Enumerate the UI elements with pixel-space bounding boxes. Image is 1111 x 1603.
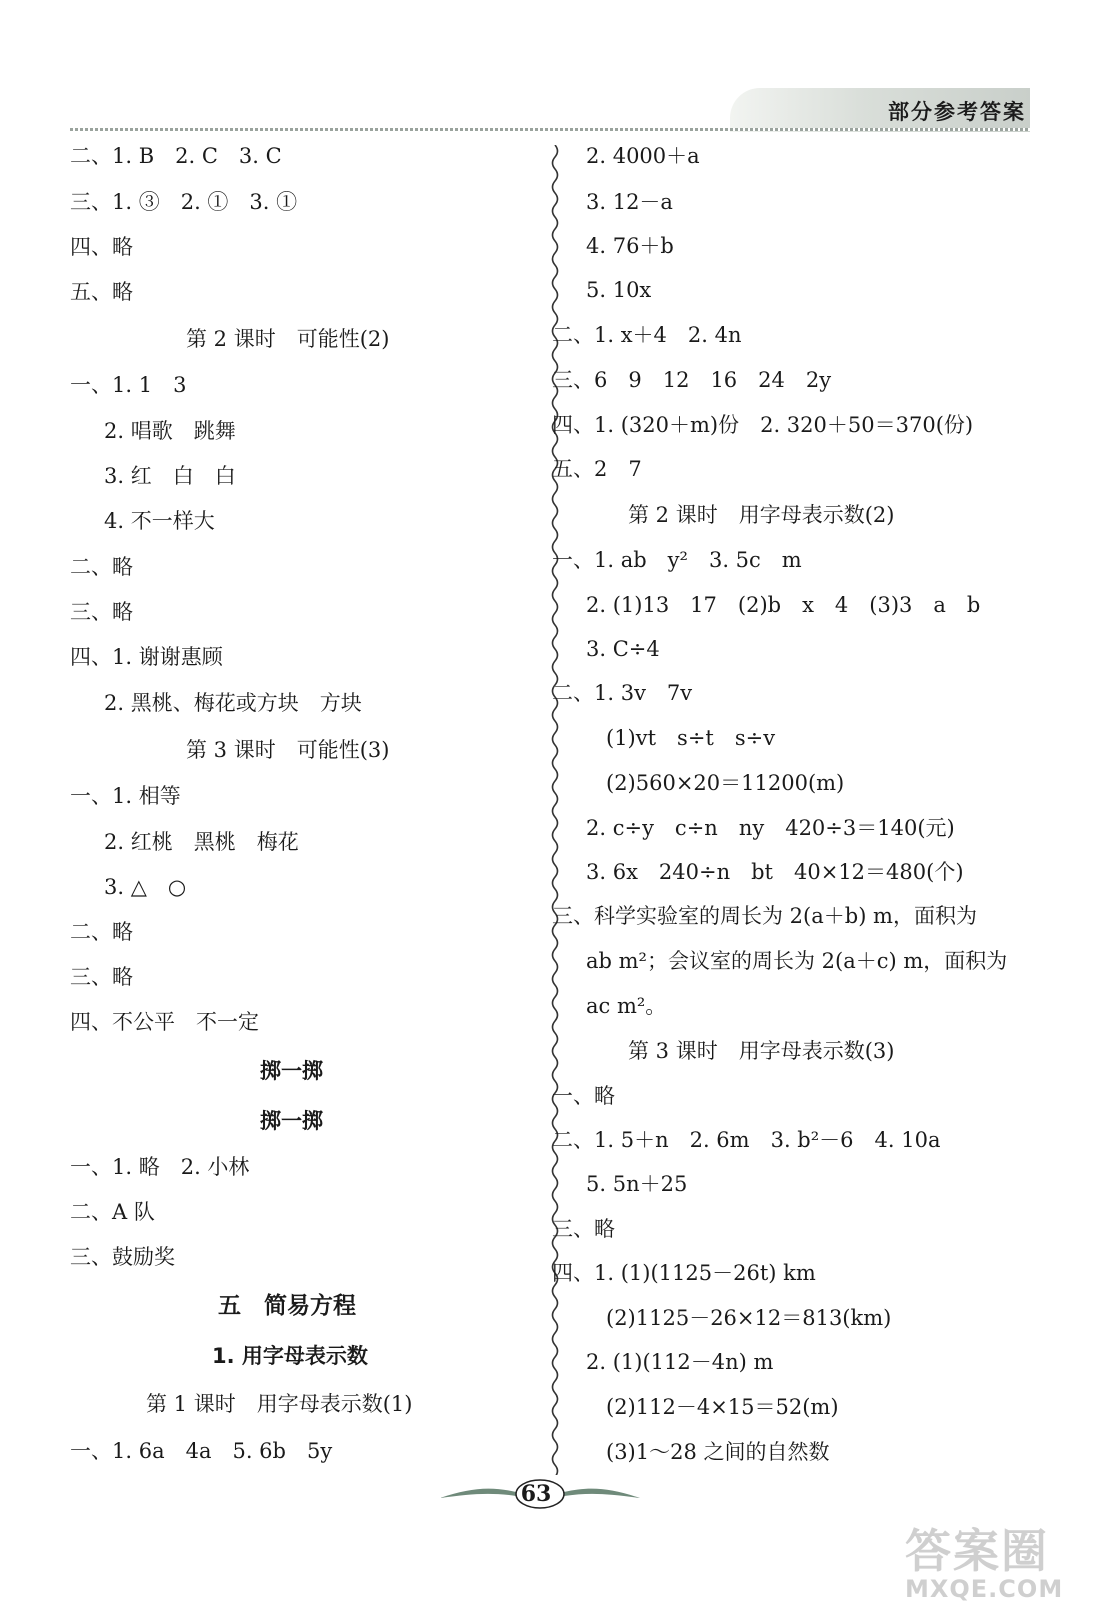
answer-line: 3. C÷4: [586, 637, 660, 661]
answer-line: 2. c÷y c÷n ny 420÷3＝140(元): [586, 816, 955, 840]
answer-line: 二、略: [70, 555, 133, 579]
chapter-heading: 五 简易方程: [218, 1293, 356, 1319]
watermark-url: MXQE.COM: [905, 1575, 1064, 1603]
answer-line: 2. (1)(112－4n) m: [586, 1350, 774, 1374]
lesson-heading: 第 2 课时 可能性(2): [186, 327, 390, 351]
answer-line: 三、略: [70, 600, 133, 624]
answer-line: (2)1125－26×12＝813(km): [606, 1306, 892, 1330]
page-header-title: 部分参考答案: [888, 99, 1026, 124]
answer-line: 三、1. ③ 2. ① 3. ①: [70, 190, 298, 214]
answer-line: 三、鼓励奖: [70, 1245, 175, 1269]
answer-line: 四、略: [70, 235, 133, 259]
watermark-text: 答案圈: [905, 1524, 1049, 1578]
answer-line: 三、科学实验室的周长为 2(a＋b) m，面积为: [552, 904, 977, 928]
answer-line: 一、略: [552, 1084, 615, 1108]
answer-line: (2)560×20＝11200(m): [606, 771, 845, 795]
answer-line: 二、1. x＋4 2. 4n: [552, 323, 742, 347]
answer-line: 2. 红桃 黑桃 梅花: [104, 830, 299, 854]
lesson-heading: 第 2 课时 用字母表示数(2): [628, 503, 895, 527]
answer-line: 二、A 队: [70, 1200, 155, 1224]
answer-line: 3. △ ○: [104, 875, 187, 899]
section-heading: 掷一掷: [260, 1109, 323, 1133]
answer-line: 3. 12－a: [586, 190, 673, 214]
answer-line: (1)vt s÷t s÷v: [606, 726, 776, 750]
answer-line: 四、1. (320＋m)份 2. 320＋50＝370(份): [552, 413, 974, 437]
answer-line: 一、1. 1 3: [70, 373, 187, 397]
answer-line: 5. 5n＋25: [586, 1172, 688, 1196]
answer-line: 四、不公平 不一定: [70, 1010, 259, 1034]
answer-line: 2. (1)13 17 (2)b x 4 (3)3 a b: [586, 593, 981, 617]
answer-line: 4. 不一样大: [104, 509, 215, 533]
answer-line: 五、略: [70, 280, 133, 304]
answer-line: 三、略: [552, 1217, 615, 1241]
answer-line: ab m²；会议室的周长为 2(a＋c) m，面积为: [586, 949, 1008, 973]
answer-line: (2)112－4×15＝52(m): [606, 1395, 839, 1419]
lesson-heading: 第 3 课时 用字母表示数(3): [628, 1039, 895, 1063]
answer-line: 一、1. ab y² 3. 5c m: [552, 548, 802, 572]
answer-line: 五、2 7: [552, 457, 642, 481]
answer-line: 4. 76＋b: [586, 234, 674, 258]
answer-line: 四、1. (1)(1125－26t) km: [552, 1261, 816, 1285]
answer-line: 2. 4000＋a: [586, 144, 700, 168]
answer-line: (3)1～28 之间的自然数: [606, 1440, 830, 1464]
answer-line: 一、1. 6a 4a 5. 6b 5y: [70, 1439, 333, 1463]
answer-line: 三、略: [70, 965, 133, 989]
lesson-heading: 第 3 课时 可能性(3): [186, 738, 390, 762]
section-heading: 1. 用字母表示数: [212, 1344, 368, 1368]
answer-line: 5. 10x: [586, 278, 652, 302]
answer-line: 2. 唱歌 跳舞: [104, 419, 236, 443]
answer-line: 四、1. 谢谢惠顾: [70, 645, 223, 669]
answer-line: 二、1. 3v 7v: [552, 681, 693, 705]
answer-line: 二、1. 5＋n 2. 6m 3. b²－6 4. 10a: [552, 1128, 941, 1152]
answer-line: 3. 6x 240÷n bt 40×12＝480(个): [586, 860, 964, 884]
answer-line: 一、1. 相等: [70, 784, 181, 808]
answer-line: 一、1. 略 2. 小林: [70, 1155, 250, 1179]
answer-line: 二、1. B 2. C 3. C: [70, 144, 282, 168]
answer-line: 二、略: [70, 920, 133, 944]
answer-line: 2. 黑桃、梅花或方块 方块: [104, 691, 362, 715]
answer-line: ac m²。: [586, 994, 667, 1018]
page-number: 63: [520, 1481, 552, 1507]
header-rule: [70, 128, 1030, 131]
answer-line: 3. 红 白 白: [104, 464, 236, 488]
watermark-logo: [905, 1515, 1105, 1603]
section-heading: 掷一掷: [260, 1059, 323, 1083]
answer-line: 三、6 9 12 16 24 2y: [552, 368, 832, 392]
lesson-heading: 第 1 课时 用字母表示数(1): [146, 1392, 413, 1416]
